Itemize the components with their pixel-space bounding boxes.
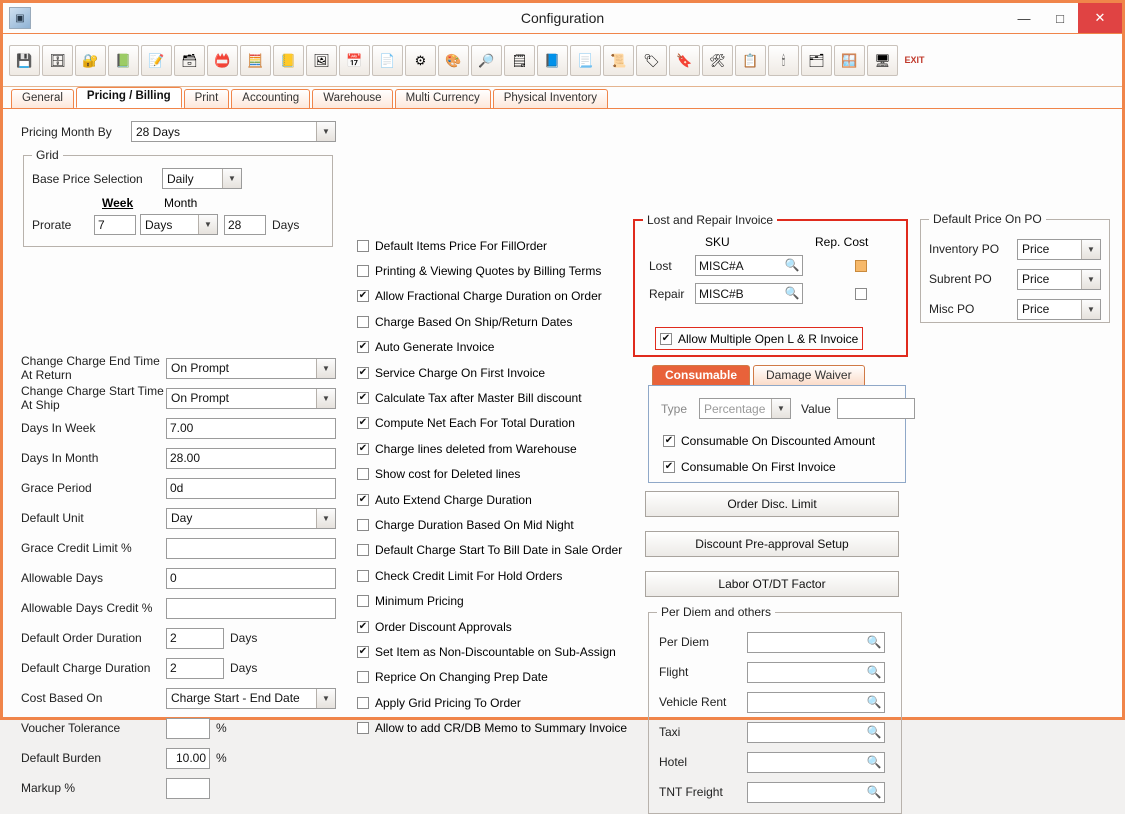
option-label: Minimum Pricing [375,594,464,609]
checkbox[interactable] [357,671,369,683]
pricing-fields-list [21,353,351,803]
chevron-down-icon[interactable]: ▼ [1081,240,1100,259]
lost-repair-caption: Lost and Repair Invoice [643,213,777,227]
field-row [21,653,351,683]
consumable-type-label: Type [661,401,688,416]
toolbar-excel-export-button[interactable] [108,45,139,76]
checkbox[interactable] [357,443,369,455]
close-button[interactable]: ✕ [1078,3,1122,33]
base-price-selection-combo[interactable] [162,168,242,189]
checkbox[interactable] [357,367,369,379]
field-label: Default Unit [21,511,84,525]
default-price-po-value: Price [1022,272,1050,286]
option-label: Check Credit Limit For Hold Orders [375,568,563,583]
checkbox[interactable] [357,697,369,709]
field-row [21,533,351,563]
checkbox[interactable] [357,621,369,633]
option-checkbox-row[interactable] [357,284,637,309]
toolbar-delete-record-button[interactable] [174,45,205,76]
option-checkbox-row[interactable] [357,715,637,740]
field-label: Default Order Duration [21,631,142,645]
rep-cost-column-header: Rep. Cost [815,235,869,249]
maximize-button[interactable]: □ [1056,10,1064,26]
toolbar-tag-icon: 🏷 [643,52,660,68]
toolbar-lamp-button[interactable] [768,45,799,76]
field-suffix: % [216,721,227,735]
field-label: Grace Credit Limit % [21,541,132,555]
checkbox[interactable] [357,570,369,582]
option-checkbox-row[interactable] [357,665,637,690]
lost-repair-label: Lost [649,258,672,273]
checkbox[interactable] [357,646,369,658]
rep-cost-checkbox[interactable] [855,260,867,272]
toolbar-image-button[interactable] [306,45,337,76]
option-label: Allow Fractional Charge Duration on Order [375,289,602,304]
option-label: Auto Extend Charge Duration [375,492,532,507]
field-row [21,503,351,533]
chevron-down-icon[interactable]: ▼ [316,122,335,141]
order-disc-limit-button[interactable]: Order Disc. Limit [645,491,899,517]
per-diem-label: Per Diem [659,635,710,649]
discount-pre-approval-setup-button[interactable]: Discount Pre-approval Setup [645,531,899,557]
field-row [21,413,351,443]
default-price-po-label: Subrent PO [929,272,992,286]
default-price-po-combo[interactable] [1017,239,1101,260]
chevron-down-icon[interactable]: ▼ [316,359,335,378]
field-label: Default Burden [21,751,102,765]
field-suffix: Days [230,631,258,645]
chevron-down-icon[interactable]: ▼ [1081,270,1100,289]
toolbar-edit-button[interactable] [141,45,172,76]
option-checkbox-row[interactable] [357,411,637,436]
toolbar-date-31-icon: 📅 [346,52,363,68]
per-diem-label: Taxi [659,725,681,739]
per-diem-label: Flight [659,665,689,679]
toolbar-date-31-button[interactable] [339,45,370,76]
default-price-po-row [929,264,1105,294]
prorate-label: Prorate [32,217,72,232]
checkbox[interactable] [663,461,675,473]
toolbar-exit-button[interactable] [900,46,929,75]
option-label: Default Items Price For FillOrder [375,238,548,253]
base-price-selection-value: Daily [167,171,194,186]
toolbar-blue-form-button[interactable] [537,45,568,76]
week-header: Week [102,196,134,210]
field-label: Markup % [21,781,76,795]
checkbox[interactable] [357,290,369,302]
toolbar-lock-icon: 🔐 [82,52,99,68]
subtab-damage-waiver[interactable]: Damage Waiver [753,365,865,385]
toolbar-blue-form-icon: 📘 [544,52,561,68]
toolbar-document-icon: 📄 [379,52,396,68]
consumable-option-row[interactable] [663,428,875,454]
option-label: Charge lines deleted from Warehouse [375,441,577,456]
toolbar-report-button[interactable] [570,45,601,76]
checkbox[interactable] [357,722,369,734]
field-row [21,743,351,773]
grid-group [23,148,333,247]
per-diem-row [659,717,893,747]
toolbar-tools-icon: 🛠 [709,52,726,68]
toolbar-window-blue-button[interactable] [867,45,898,76]
search-icon[interactable]: 🔍 [866,724,882,739]
lost-repair-row [649,255,895,276]
per-diem-row [659,747,893,777]
default-price-po-combo[interactable] [1017,299,1101,320]
toolbar-edit-icon: 📝 [148,52,165,68]
toolbar-save-icon: 💾 [16,52,33,68]
chevron-down-icon[interactable]: ▼ [198,215,217,234]
per-diem-label: Vehicle Rent [659,695,727,709]
toolbar-window-blue-icon: 🖥 [874,52,891,68]
toolbar-folder-button[interactable] [801,45,832,76]
toolbar-tag-button[interactable] [636,45,667,76]
prorate-month-input[interactable] [224,215,266,235]
option-checkbox-row[interactable] [357,487,637,512]
toolbar-delete-record-icon: 🗃 [181,52,198,68]
field-value: On Prompt [171,361,230,375]
base-price-selection-label: Base Price Selection [32,171,143,186]
tab-print[interactable]: Print [184,89,230,108]
field-suffix: % [216,751,227,765]
option-checkbox-row[interactable] [357,462,637,487]
toolbar-document-button[interactable] [372,45,403,76]
toolbar-save-button[interactable] [9,45,40,76]
action-buttons [645,491,899,611]
default-price-po-label: Inventory PO [929,242,1000,256]
search-icon[interactable]: 🔍 [784,258,800,272]
field-row [21,383,351,413]
option-checkbox-row[interactable] [357,360,637,385]
option-checkbox-row[interactable] [357,385,637,410]
toolbar-color-palette-button[interactable] [438,45,469,76]
field-combo[interactable] [166,508,336,529]
option-checkbox-row[interactable] [357,233,637,258]
field-combo[interactable] [166,388,336,409]
option-label: Auto Generate Invoice [375,340,495,355]
field-suffix: Days [230,661,258,675]
toolbar-tools-button[interactable] [702,45,733,76]
chevron-down-icon[interactable]: ▼ [222,169,241,188]
option-label: Set Item as Non-Discountable on Sub-Assign [375,644,616,659]
search-icon[interactable]: 🔍 [866,634,882,649]
checkbox[interactable] [357,468,369,480]
field-row [21,683,351,713]
pricing-month-by-value: 28 Days [136,124,181,139]
minimize-button[interactable]: — [1017,10,1031,26]
toolbar-settings-gear-icon: ⚙ [414,52,427,68]
title-bar [3,3,1122,34]
option-label: Printing & Viewing Quotes by Billing Terms [375,264,602,279]
field-label: Change Charge Start Time At Ship [21,384,164,412]
toolbar-clipboard-button[interactable] [735,45,766,76]
toolbar-lamp-icon: 🕯 [781,52,786,68]
chevron-down-icon[interactable]: ▼ [771,399,790,418]
per-diem-row [659,777,893,807]
subtab-consumable[interactable]: Consumable [652,365,750,385]
tab-multi-currency[interactable]: Multi Currency [395,89,491,108]
default-price-po-value: Price [1022,302,1050,316]
option-label: Default Charge Start To Bill Date in Sale Order [375,543,623,558]
toolbar-window-green-button[interactable] [834,45,865,76]
toolbar-exit-icon: EXIT [904,54,925,65]
per-diem-group [648,605,902,814]
prorate-week-input[interactable] [94,215,136,235]
option-checkbox-row[interactable] [357,512,637,537]
field-label: Voucher Tolerance [21,721,121,735]
per-diem-row [659,627,893,657]
consumable-value-input[interactable] [837,398,915,419]
tab-general[interactable]: General [11,89,74,108]
labor-ot-dt-factor-button[interactable]: Labor OT/DT Factor [645,571,899,597]
toolbar-excel-export-icon: 📗 [115,52,132,68]
option-label: Service Charge On First Invoice [375,365,546,380]
consumable-value-label: Value [801,401,831,416]
option-label: Order Discount Approvals [375,619,512,634]
chevron-down-icon[interactable]: ▼ [316,689,335,708]
option-checkbox-row[interactable] [357,588,637,613]
search-icon[interactable]: 🔍 [866,784,882,799]
field-combo[interactable] [166,358,336,379]
pricing-options-checklist [357,233,637,741]
option-checkbox-row[interactable] [357,538,637,563]
default-price-po-row [929,294,1105,324]
field-value: On Prompt [171,391,230,405]
pricing-billing-panel [3,109,1122,799]
field-row [21,773,351,803]
checkbox[interactable] [357,392,369,404]
checkbox[interactable] [357,341,369,353]
consumable-type-combo[interactable] [699,398,791,419]
option-checkbox-row[interactable] [357,436,637,461]
toolbar-save-exit-button[interactable] [42,45,73,76]
lost-repair-row [649,283,895,304]
window-title: Configuration [520,10,605,26]
field-input[interactable] [166,778,210,799]
toolbar-settings-gear-button[interactable] [405,45,436,76]
toolbar-tag-2-icon: 🔖 [676,52,693,68]
field-input[interactable] [166,628,224,649]
option-checkbox-row[interactable] [357,335,637,360]
per-diem-row [659,657,893,687]
field-row [21,623,351,653]
toolbar-check-list-icon: 🗒 [511,52,528,68]
toolbar-save-exit-icon: 🗄 [49,52,66,68]
prorate-week-unit-value: Days [145,217,173,232]
field-label: Change Charge End Time At Return [21,354,160,382]
field-input[interactable] [166,568,336,589]
allow-multiple-open-lr-invoice-checkbox[interactable] [660,333,672,345]
field-input[interactable] [166,598,336,619]
option-checkbox-row[interactable] [357,309,637,334]
search-icon[interactable]: 🔍 [866,694,882,709]
consumable-tab-bar [648,365,906,385]
option-checkbox-row[interactable] [357,563,637,588]
toolbar-clipboard-icon: 📋 [742,52,759,68]
consumable-panel [648,385,906,483]
field-label: Allowable Days Credit % [21,601,153,615]
option-checkbox-row[interactable] [357,639,637,664]
search-icon[interactable]: 🔍 [866,664,882,679]
option-label: Apply Grid Pricing To Order [375,695,521,710]
toolbar-grid-button[interactable] [240,45,271,76]
lost-repair-invoice-group [633,213,908,357]
option-label: Charge Duration Based On Mid Night [375,517,574,532]
chevron-down-icon[interactable]: ▼ [1081,300,1100,319]
field-row [21,713,351,743]
toolbar-folder-icon: 🗂 [808,52,825,68]
field-input[interactable] [166,478,336,499]
pricing-month-by-combo[interactable] [131,121,336,142]
grid-group-caption: Grid [32,148,63,162]
checkbox[interactable] [357,544,369,556]
tab-accounting[interactable]: Accounting [231,89,310,108]
option-label: Compute Net Each For Total Duration [375,416,575,431]
option-checkbox-row[interactable] [357,690,637,715]
field-input[interactable] [166,448,336,469]
default-price-po-label: Misc PO [929,302,975,316]
field-row [21,473,351,503]
default-price-po-caption: Default Price On PO [929,212,1046,226]
consumable-option-label: Consumable On First Invoice [681,460,836,474]
app-icon: ▣ [9,7,31,29]
rep-cost-checkbox[interactable] [855,288,867,300]
consumable-option-row[interactable] [663,454,875,480]
toolbar-magnify-doc-icon: 🔎 [478,52,495,68]
field-input[interactable] [166,418,336,439]
default-price-po-value: Price [1022,242,1050,256]
tab-bar [3,87,1122,109]
field-value: Charge Start - End Date [171,691,300,705]
option-label: Charge Based On Ship/Return Dates [375,314,573,329]
field-value: Day [171,511,193,525]
default-price-po-row [929,234,1105,264]
default-price-po-group [920,212,1110,323]
checkbox[interactable] [357,240,369,252]
option-label: Show cost for Deleted lines [375,467,521,482]
toolbar-color-palette-icon: 🎨 [445,52,462,68]
checkbox[interactable] [357,595,369,607]
per-diem-caption: Per Diem and others [657,605,775,619]
checkbox[interactable] [357,417,369,429]
field-label: Cost Based On [21,691,103,705]
toolbar-image-icon: 🖼 [313,52,330,68]
field-row [21,563,351,593]
chevron-down-icon[interactable]: ▼ [316,389,335,408]
field-input[interactable] [166,718,210,739]
search-icon[interactable]: 🔍 [866,754,882,769]
field-row [21,353,351,383]
tab-pricing-billing[interactable]: Pricing / Billing [76,87,182,108]
option-checkbox-row[interactable] [357,614,637,639]
default-price-po-combo[interactable] [1017,269,1101,290]
field-input[interactable] [166,748,210,769]
option-label: Allow to add CR/DB Memo to Summary Invoice [375,721,628,736]
allow-multiple-open-lr-invoice-label: Allow Multiple Open L & R Invoice [678,331,859,346]
option-label: Calculate Tax after Master Bill discount [375,391,582,406]
per-diem-row [659,687,893,717]
option-label: Reprice On Changing Prep Date [375,670,548,685]
checkbox[interactable] [357,316,369,328]
chevron-down-icon[interactable]: ▼ [316,509,335,528]
allow-multiple-open-lr-invoice-row[interactable] [660,329,858,348]
field-label: Grace Period [21,481,92,495]
toolbar-notes-icon: 📒 [280,52,297,68]
lost-repair-label: Repair [649,286,685,301]
toolbar-grid-icon: 🧮 [247,52,264,68]
per-diem-label: TNT Freight [659,785,723,799]
search-icon[interactable]: 🔍 [784,286,800,300]
sku-column-header: SKU [705,235,730,249]
checkbox[interactable] [357,265,369,277]
tab-warehouse[interactable]: Warehouse [312,89,392,108]
toolbar-magnify-doc-button[interactable] [471,45,502,76]
field-input[interactable] [166,538,336,559]
field-label: Allowable Days [21,571,104,585]
toolbar-tag-2-button[interactable] [669,45,700,76]
toolbar-report-2-button[interactable] [603,45,634,76]
field-label: Days In Month [21,451,99,465]
field-row [21,443,351,473]
field-combo[interactable] [166,688,336,709]
field-label: Default Charge Duration [21,661,151,675]
checkbox[interactable] [357,519,369,531]
prorate-month-unit-label: Days [272,217,300,232]
toolbar-notes-button[interactable] [273,45,304,76]
field-input[interactable] [166,658,224,679]
field-row [21,593,351,623]
option-checkbox-row[interactable] [357,258,637,283]
per-diem-label: Hotel [659,755,688,769]
checkbox[interactable] [357,494,369,506]
month-header: Month [164,196,198,210]
consumable-type-value: Percentage [704,401,766,416]
checkbox[interactable] [663,435,675,447]
prorate-week-unit-combo[interactable] [140,214,218,235]
consumable-option-label: Consumable On Discounted Amount [681,434,876,448]
field-label: Days In Week [21,421,96,435]
toolbar-report-2-icon: 📜 [610,52,627,68]
toolbar-calendar-red-icon: 📛 [214,52,231,68]
toolbar-check-list-button[interactable] [504,45,535,76]
toolbar-report-icon: 📃 [577,52,594,68]
toolbar-lock-button[interactable] [75,45,106,76]
window-controls [1006,3,1122,33]
tab-physical-inventory[interactable]: Physical Inventory [493,89,608,108]
toolbar-calendar-red-button[interactable] [207,45,238,76]
toolbar [3,34,1122,87]
pricing-month-by-label: Pricing Month By [21,124,112,139]
toolbar-window-green-icon: 🪟 [841,52,858,68]
